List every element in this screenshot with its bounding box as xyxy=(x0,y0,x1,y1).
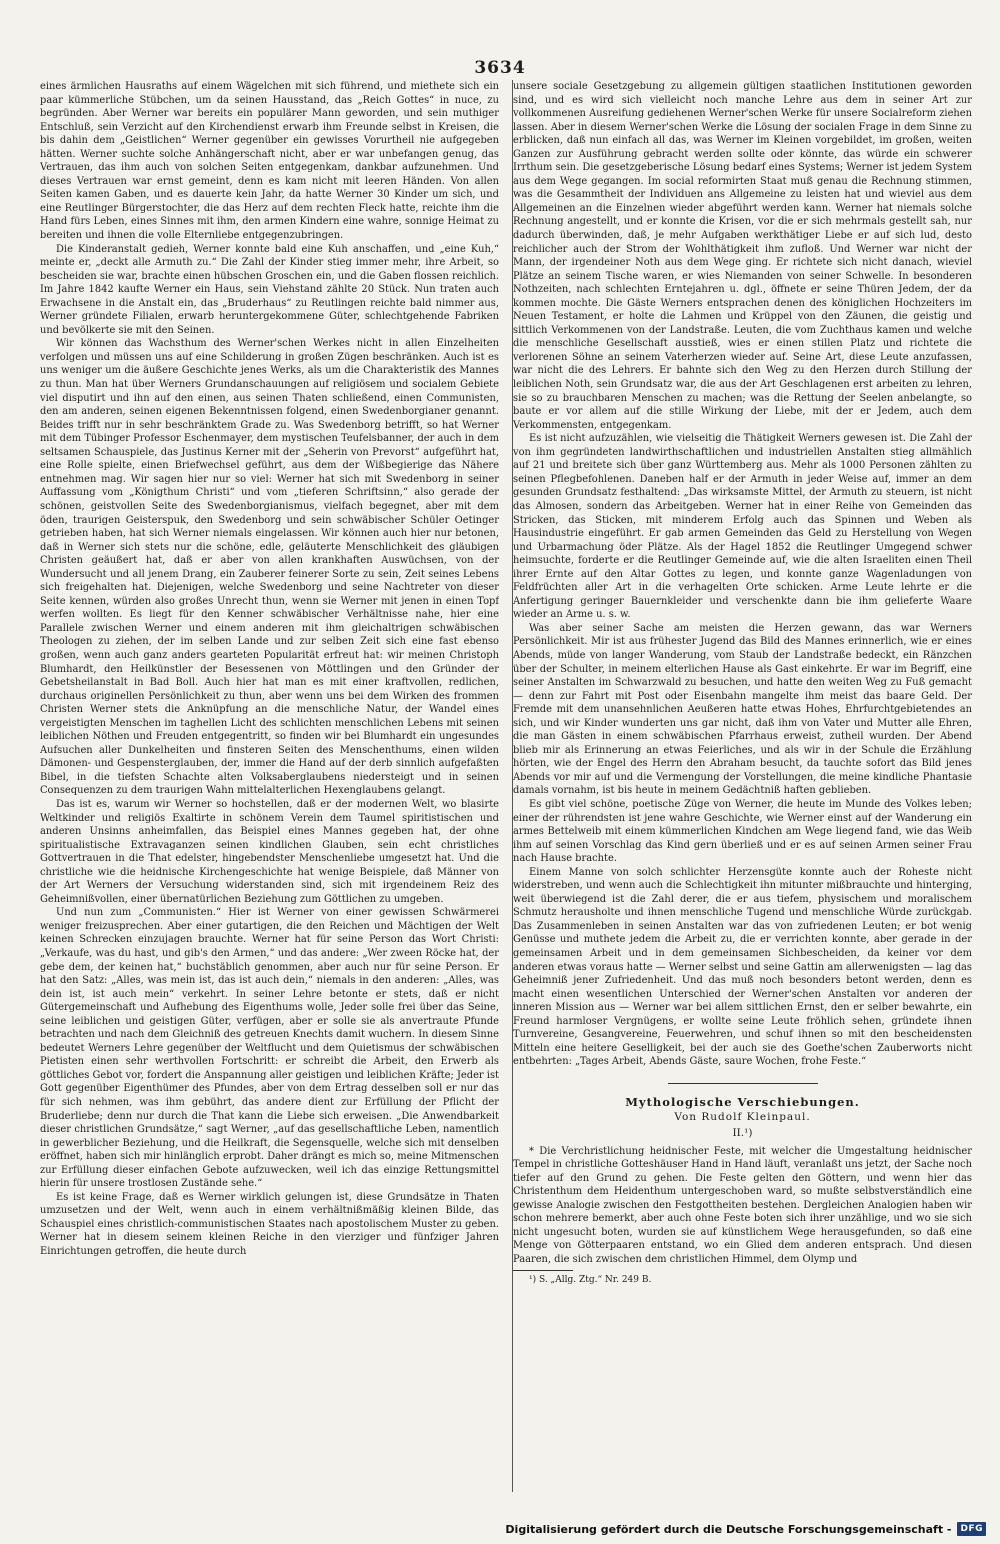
page-number: 3634 xyxy=(474,58,526,78)
paragraph: Die Kinderanstalt gedieh, Werner konnte bald eine Kuh anschaffen, und „eine Kuh,“ meinte er, „deckt alle Armuth zu.“ Die Zahl der Kinder stieg immer mehr, ihre Arbeit, so bescheiden sie war, brachte einen hübschen Groschen ein, und die Gaben flossen reichlich. Im Jahre 1842 kaufte Werner ein Haus, sein Viehstand zählte 20 Stück. Nun traten auch Erwachsene in die Anstalt ein, das „Bruderhaus“ zu Reutlingen reichte bald nimmer aus, Werner gründete Filialen, erwarb heruntergekommene Güter, schlechtgehende Fabriken und bevölkerte sie mit den Seinen. xyxy=(40,243,499,336)
paragraph: Was aber seiner Sache am meisten die Herzen gewann, das war Werners Persönlichkeit. Mir ist aus frühester Jugend das Bild des Mannes erinnerlich, wie er eines Abends, müde von langer Wanderung, vom Staub der Landstraße bedeckt, ein Ränzchen über der Schulter, in meinem elterlichen Hause als Gast einkehrte. Er war im Begriff, eine seiner Anstalten im Schwarzwald zu besuchen, und hatte den weiten Weg zu Fuß gemacht — denn zur Fahrt mit Post oder Eisenbahn mangelte ihm meist das baare Geld. Der Fremde mit dem unansehnlichen Aeußeren hatte etwas Hohes, Ehrfurchtgebietendes an sich, und wir Kinder wunderten uns gar nicht, daß ihm von Vater und Mutter alle Ehren, die man Gästen in einem schwäbischen Pfarrhaus erweist, zutheil wurden. Der Abend blieb mir als Erinnerung an etwas Feierliches, und als wir in der Schule die Erzählung hörten, wie der Engel des Herrn den Abraham besucht, da tauchte sofort das Bild jenes Abends vor mir auf und die Vermengung der Vorstellungen, die meine kindliche Phantasie damals vornahm, ist bis heute in meinem Gedächtniß haften geblieben. xyxy=(513,622,972,797)
paragraph: Es ist keine Frage, daß es Werner wirklich gelungen ist, diese Grundsätze in Thaten umzusetzen und der Welt, wenn auch in einem verhältnißmäßig kleinen Bilde, das Schauspiel eines christlich-communistischen Staates nach apostolischem Muster zu geben. Werner hat in diesem seinem kleinen Reiche in den vierziger und fünfziger Jahren Einrichtungen getroffen, die heute durch xyxy=(40,1191,499,1258)
article-title: Mythologische Verschiebungen. xyxy=(625,1094,860,1109)
paragraph: Es gibt viel schöne, poetische Züge von Werner, die heute im Munde des Volkes leben; einer der rührendsten ist jene wahre Geschichte, wie Werner einst auf der Wanderung ein armes Bettelweib mit einem kümmerlichen Kindchen am Wege liegend fand, wie das Weib ihm auf seinen Vorschlag das Kind gern überließ und er es auf seinen Armen seiner Frau nach Hause brachte. xyxy=(513,798,972,865)
paragraph: Das ist es, warum wir Werner so hochstellen, daß er der modernen Welt, wo blasirte Weltkinder und religiös Exaltirte in schönem Verein dem Taumel spiritistischen und anderen Unsinns anheimfallen, das Beispiel eines Mannes gegeben hat, der ohne spiritualistische Extravaganzen seinen kindlichen Glauben, sein echt christliches Gottvertrauen in die That edelster, hingebendster Menschenliebe umgesetzt hat. Und die christliche wie die heidnische Kirchengeschichte hat wenige Beispiele, daß Männer von der Art Werners der Versuchung widerstanden sind, sich mit irgendeinem Reiz des Geheimnißvollen, einer übernatürlichen Beziehung zum Göttlichen zu umgeben. xyxy=(40,798,499,905)
paragraph: eines ärmlichen Hausraths auf einem Wägelchen mit sich führend, und miethete sich ein paar kümmerliche Stübchen, um da seinen Hausstand, das „Reich Gottes“ in nuce, zu begründen. Aber Werner war bereits ein populärer Mann geworden, und sein muthiger Entschluß, sein Verzicht auf den Kirchendienst erwarb ihm Freunde selbst in Kreisen, die bis dahin dem „Geistlichen“ Werner gegenüber ein gewisses Vorurtheil nie aufgegeben hätten. Werner suchte solche Anhängerschaft nicht, aber er war unbefangen genug, das Vertrauen, das ihm auch von solchen Seiten entgegenkam, dankbar aufzunehmen. Und dieses Vertrauen war ernst gemeint, denn es kam nicht mit leeren Händen. Von allen Seiten kamen Gaben, und es dauerte kein Jahr, da hatte Werner 30 Kinder um sich, und eine Reutlinger Bürgerstochter, die das Herz auf dem rechten Fleck hatte, reichte ihm die Hand fürs Leben, eines Sinnes mit ihm, den armen Kindern eine wahre, sonnige Heimat zu bereiten und ihnen die volle Elternliebe entgegenzubringen. xyxy=(40,81,499,242)
article-part-number: II.¹) xyxy=(732,1127,753,1140)
dfg-logo-icon: DFG xyxy=(957,1522,986,1536)
left-column xyxy=(40,80,499,1500)
paragraph: * Die Verchristlichung heidnischer Feste, mit welcher die Umgestaltung heidnischer Tempel in christliche Gotteshäuser Hand in Hand läuft, veranlaßt uns jetzt, der Sache noch tiefer auf den Grund zu gehen. Die Feste gelten den Göttern, und wenn hier das Christenthum dem Heidenthum untergeschoben ward, so mußte selbstverständlich eine gewisse Analogie zwischen den Festgottheiten bestehen. Dergleichen Analogien haben wir schon mehrere bemerkt, aber auch ohne Feste boten sich ihrer unzählige, und wo sie sich nicht ungesucht boten, wurden sie auf künstlichem Wege herausgefunden, so daß eine Menge von Götterpaaren entstand, wo ein Glied dem anderen entsprach. Und diesen Paaren, die sich zwischen dem christlichen Himmel, dem Olymp und xyxy=(513,1145,972,1265)
footnote-divider xyxy=(513,1270,573,1271)
paragraph: Es ist nicht aufzuzählen, wie vielseitig die Thätigkeit Werners gewesen ist. Die Zahl der von ihm gegründeten landwirthschaftlichen und industriellen Anstalten stieg allmählich auf 21 und breitete sich über ganz Württemberg aus. Mehr als 1000 Personen zählten zu seinen Pflegbefohlenen. Daneben half er der Armuth in jeder Weise auf, immer an dem gesunden Grundsatz festhaltend: „Das wirksamste Mittel, der Armuth zu steuern, ist nicht das Almosen, sondern das Arbeitgeben. Werner hat in einer Reihe von Gemeinden das Stricken, das Sticken, mit minderem Erfolg auch das Spinnen und Weben als Hausindustrie eingeführt. Er gab armen Gemeinden das Geld zu Herstellung von Wegen und Urbarmachung öder Plätze. Als der Hagel 1852 die Reutlinger Umgegend schwer heimsuchte, forderte er die Reutlinger Gemeinde auf, wie die alten Israeliten einen Theil ihrer Ernte auf den Altar Gottes zu legen, und konnte ganze Wagenladungen von Feldfrüchten aller Art in die verhagelten Orte schicken. Arme Leute lehrte er die Anfertigung geringer Bauernkleider und verschenkte dann bie ihm gelieferte Waare wieder an Arme u. s. w. xyxy=(513,433,972,621)
article-author: Von Rudolf Kleinpaul. xyxy=(674,1111,811,1124)
paragraph: Und nun zum „Communisten.“ Hier ist Werner von einer gewissen Schwärmerei weniger freizusprechen. Aber einer gutartigen, die den Reichen und Mächtigen der Welt keinen Schrecken einzujagen brauchte. Werner hat für seine Person das Wort Christi: „Verkaufe, was du hast, und gib's den Armen,“ und das andere: „Wer zween Röcke hat, der gebe dem, der keinen hat,“ buchstäblich genommen, aber auch nur für seine Person. Er hat den Satz: „Alles, was mein ist, das ist auch dein,“ niemals in den anderen: „Alles, was dein ist, ist auch mein“ verkehrt. In seiner Lehre betonte er stets, daß er nicht Gütergemeinschaft und Aufhebung des Eigenthums wolle, Jeder solle frei über das Seine, seine leiblichen und geistigen Güter, verfügen, aber er solle sie als anvertraute Pfunde betrachten und nach dem Gleichniß des getreuen Knechts damit wuchern. In diesem Sinne bedeutet Werners Lehre gegenüber der Weltflucht und dem Quietismus der schwäbischen Pietisten einen sehr werthvollen Fortschritt: er schreibt die Arbeit, den Erwerb als göttliches Gebot vor, fordert die Anspannung aller geistigen und leiblichen Kräfte; Jeder ist Gott gegenüber Eigenthümer des Pfundes, aber von dem Ertrag desselben soll er nur das für sich nehmen, was ihm gebührt, das andere dient zur Erfüllung der Pflicht der Bruderliebe; denn nur durch die That kann die Liebe sich erweisen. „Die Anwendbarkeit dieser christlichen Grundsätze,“ sagt Werner, „auf das gesellschaftliche Leben, namentlich in gewerblicher Beziehung, und die Heilkraft, die Segensquelle, welche sich mit denselben eröffnet, haben sich mir hinlänglich erprobt. Daher drängt es mich so, meine Mitmenschen zur Erfüllung dieser einfachen Gebote aufzuwecken, weil ich das einzige Rettungsmittel hierin für unsere trostlosen Zustände sehe.“ xyxy=(40,907,499,1190)
credit-text: Digitalisierung gefördert durch die Deutsche Forschungsgemeinschaft - xyxy=(505,1522,952,1536)
section-divider xyxy=(668,1083,818,1084)
right-column xyxy=(513,80,972,1500)
paragraph: unsere sociale Gesetzgebung zu allgemein gültigen staatlichen Institutionen geworden sind, und es wird sich vielleicht noch manche Lehre aus dem in seiner Art zur vollkommenen Ausreifung gediehenen Werner'schen Werke für unsere Socialreform ziehen lassen. Aber in diesem Werner'schen Werke die Lösung der socialen Frage in dem Sinne zu erblicken, daß nun einfach all das, was Werner im Kleinen vorgebildet, im großen, weiten Ganzen zur Ausführung gebracht werden sollte oder könnte, das würde ein schwerer Irrthum sein. Die gesetzgeberische Lösung bedarf eines Systems; Werner ist jedem System aus dem Wege gegangen. Im social reformirten Staat muß genau die Rechnung stimmen, was die Gesammtheit der Individuen ans Allgemeine zu leisten hat und wieviel aus dem Allgemeinen an die Einzelnen wieder abgeführt werden kann. Werner hat niemals solche Rechnung angestellt, und er konnte die Krisen, vor die er sich mehrmals gestellt sah, nur dadurch überwinden, daß, je mehr Aufgaben werkthätiger Liebe er auf sich lud, desto reichlicher auch der Strom der Wohlthätigkeit ihm zufloß. Und Werner war nicht der Mann, der irgendeiner Noth aus dem Wege ging. Er richtete sich nicht danach, wieviel Plätze an seinem Tische waren, er wies Niemanden von seiner Schwelle. In besonderen Nothzeiten, nach schlechten Erntejahren u. dgl., öffnete er seine Thüren Jedem, der da kommen mochte. Die Gäste Werners entsprachen denen des königlichen Hochzeiters im Neuen Testament, er holte die Lahmen und Krüppel von den Zäunen, die geistig und sittlich Verkommenen von der Landstraße. Leuten, die vom Zuchthaus kamen und welche die menschliche Gesellschaft ausstieß, wies er einen stillen Platz und richtete die verlorenen Söhne an seinem Vaterherzen wieder auf. Seine Art, diese Leute anzufassen, war nicht die des Lehrers. Er bahnte sich den Weg zu den Herzen durch Stillung der leiblichen Noth, sein Grundsatz war, die aus der Art Geschlagenen erst arbeiten zu lehren, sie so zu brauchbaren Menschen zu machen; was die Rettung der Seelen anbelangte, so baute er vor allem auf die stille Wirkung der Liebe, mit der er Jedem, auch dem Verkommensten, entgegenkam. xyxy=(513,81,972,431)
text-columns xyxy=(40,80,972,1500)
paragraph: Einem Manne von solch schlichter Herzensgüte konnte auch der Roheste nicht widerstreben, und wenn auch die Schlechtigkeit ihn mitunter mißbrauchte und hinterging, weit überwiegend ist die Zahl derer, die er aus tiefem, physischem und moralischem Schmutz herausholte und ihnen menschliche Tugend und menschliche Würde zurückgab. Das Zusammenleben in seinen Anstalten war das von zufriedenen Leuten; er bot wenig Genüsse und muthete jedem die Arbeit zu, die er verrichten konnte, aber gerade in der gemeinsamen Arbeit und in dem gemeinsamen Sichbescheiden, da keiner vor dem anderen etwas voraus hatte — Werner selbst und seine Gattin am allerwenigsten — lag das Geheimniß jener Zufriedenheit. Und das muß noch besonders betont werden, denn es macht einen wesentlichen Unterschied der Werner'schen Anstalten vor anderen der inneren Mission aus — Werner war bei allem sittlichen Ernst, den er selber bewahrte, ein Freund harmloser Vergnügens, er wollte seine Leute fröhlich sehen, gründete ihnen Turnvereine, Gesangvereine, Feuerwehren, und schuf ihnen so mit den bescheidensten Mitteln eine heitere Geselligkeit, bei der auch sie des Goethe'schen Zauberworts nicht entbehrten: „Tages Arbeit, Abends Gäste, saure Wochen, frohe Feste.“ xyxy=(513,866,972,1068)
footnote: ¹) S. „Allg. Ztg.“ Nr. 249 B. xyxy=(529,1275,652,1286)
digitization-credit xyxy=(505,1522,986,1536)
paragraph: Wir können das Wachsthum des Werner'schen Werkes nicht in allen Einzelheiten verfolgen und müssen uns auf eine Schilderung in großen Zügen beschränken. Auch ist es uns weniger um die äußere Geschichte jenes Werks, als um die Charakteristik des Mannes zu thun. Man hat über Werners Grundanschauungen auf religiösem und socialem Gebiete viel disputirt und ihn auf den einen, aus seinen Thaten schließend, einen Communisten, den am anderen, seinen eigenen Bekenntnissen folgend, einen Swedenborgianer genannt. Beides trifft nur in sehr beschränktem Grade zu. Was Swedenborg betrifft, so hat Werner mit dem Tübinger Professor Eschenmayer, dem mystischen Teufelsbanner, der auch in dem seltsamen Schauspiele, das Justinus Kerner mit der „Seherin von Prevorst“ aufgeführt hat, eine Rolle spielte, einen Briefwechsel geführt, aus dem der Wißbegierige das Nähere entnehmen mag. Wir sagen hier nur so viel: Werner hat sich mit Swedenborg in seiner Auffassung vom „Königthum Christi“ und vom „tieferen Schriftsinn,“ also gerade der schönen, geistvollen Seite des Swedenborgianismus, vielfach begegnet, aber mit dem öden, traurigen Geisterspuk, den Swedenborg und sein schwäbischer Schüler Oetinger getrieben haben, hat sich Werner niemals eingelassen. Wir können auch hier nur betonen, daß in Werner sich stets nur die schöne, edle, geläuterte Menschlichkeit des gläubigen Christen geäußert hat, daß er aber von allen krankhaften Auswüchsen, von der Wundersucht und all jenem Drang, ein Zauberer feinerer Sorte zu sein, Zeit seines Lebens sich freigehalten hat. Diejenigen, welche Swedenborg und seine Nachtreter von dieser Seite kennen, würden also großes Unrecht thun, wenn sie Werner mit jenen in einen Topf werfen wollten. Es liegt für den Kenner schwäbischer Verhältnisse nahe, hier eine Parallele zwischen Werner und einem anderen mit ihm gleichaltrigen schwäbischen Theologen zu ziehen, der im selben Lande und zur selben Zeit sich eine fast ebenso großen, wenn auch ganz anders gearteten Popularität erfreut hat: wir meinen Christoph Blumhardt, den Heilkünstler der Besessenen von Möttlingen und den Gründer der Gebetsheilanstalt in Bad Boll. Auch hier hat man es mit einer kraftvollen, redlichen, durchaus originellen Persönlichkeit zu thun, aber wenn uns bei dem Wirken des frommen Christen Werner stets die Anknüpfung an die menschliche Natur, der Wandel eines vergeistigten Menschen im taghellen Licht des schlichten menschlichen Lebens mit seinen leiblichen Nöthen und Freuden entgegentritt, so finden wir bei Blumhardt ein ungesundes Aufsuchen aller Dunkelheiten und finsteren Seiten des Menschenthums, einen wilden Dämonen- und Gespensterglauben, der, immer die Hand auf der derb sinnlich aufgefaßten Bibel, in die tiefsten Schachte alten Volksaberglaubens niedersteigt und in seinen Consequenzen zu dem traurigen Wahn mittelalterlichen Hexenglaubens gelangt. xyxy=(40,338,499,797)
